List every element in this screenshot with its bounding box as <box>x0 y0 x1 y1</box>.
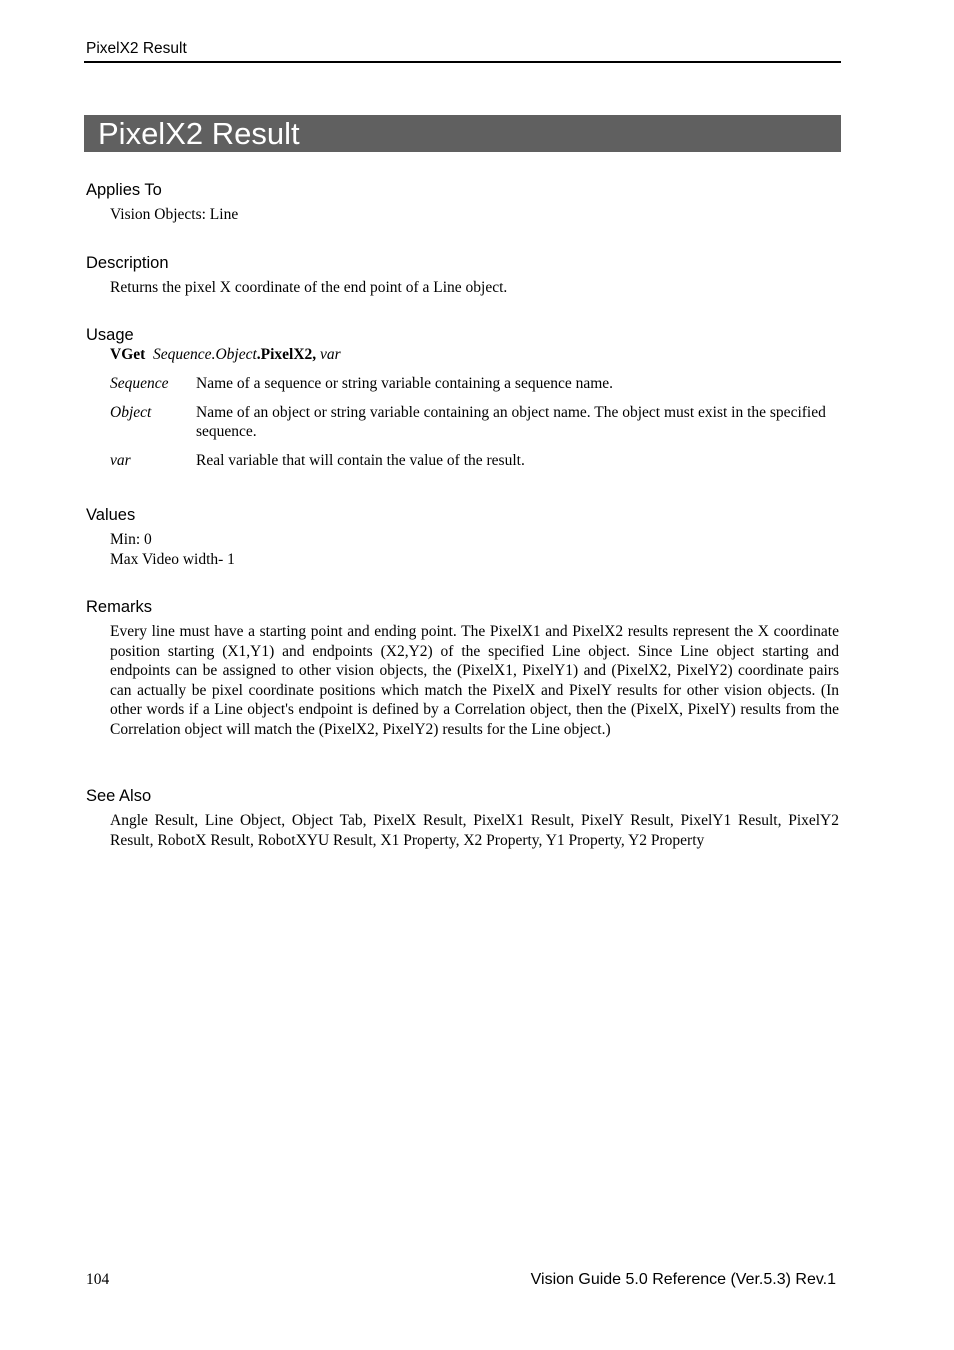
applies-to-heading: Applies To <box>86 181 162 199</box>
description-section <box>86 253 841 298</box>
syntax-arg: var <box>320 346 341 363</box>
parameter-name: Object <box>110 403 152 421</box>
parameter-description: Name of a sequence or string variable containing a sequence name. <box>196 374 614 392</box>
values-max: Max Video width- 1 <box>110 550 235 568</box>
running-header-title: PixelX2 Result <box>86 40 187 57</box>
page-number: 104 <box>86 1271 110 1288</box>
syntax-property: .PixelX2, <box>256 346 317 363</box>
usage-syntax <box>110 345 839 365</box>
parameter-row <box>110 374 839 394</box>
usage-heading: Usage <box>86 326 134 344</box>
parameter-description: Real variable that will contain the value of the result. <box>196 452 525 469</box>
see-also-section <box>86 786 841 850</box>
values-min: Min: 0 <box>110 531 152 548</box>
applies-to-section <box>86 180 841 225</box>
values-heading: Values <box>86 506 136 524</box>
usage-section <box>86 325 841 480</box>
page-title: PixelX2 Result <box>98 116 300 151</box>
applies-to-text: Vision Objects: Line <box>110 206 239 223</box>
footer-document-title: Vision Guide 5.0 Reference (Ver.5.3) Rev.1 <box>530 1271 836 1288</box>
remarks-text: Every line must have a starting point and ending point. The PixelX1 and PixelX2 results represent the X coordinate position starting (X1,Y1) and endpoints (X2,Y2) of the specified Line object. Since Line object starting and endpoints can be assigned to other vision objects, the (PixelX1, PixelY1) and (PixelX2, PixelY2) coordinate pairs can actually be pixel coordinate positions which match the PixelX and PixelY results for other vision objects. (In other words if a Line object's endpoint is defined by a Correlation object, then the (PixelX, PixelY) results from the Correlation object will match the (PixelX2, PixelY2) results for the Line object.) <box>110 623 839 738</box>
description-heading: Description <box>86 254 169 272</box>
parameter-row <box>110 403 839 442</box>
parameter-row <box>110 451 839 471</box>
remarks-heading: Remarks <box>86 598 153 616</box>
parameter-name: var <box>110 452 131 469</box>
description-text: Returns the pixel X coordinate of the end point of a Line object. <box>110 279 508 296</box>
syntax-target: Sequence.Object <box>153 346 257 363</box>
parameter-list <box>110 374 839 471</box>
see-also-text: Angle Result, Line Object, Object Tab, PixelX Result, PixelX1 Result, PixelY Result, PixelY1 Result, PixelY2 Result, RobotX Result, RobotXYU Result, X1 Property, X2 Property, Y1 Property, Y2 Property <box>110 812 839 849</box>
syntax-keyword: VGet <box>110 346 146 363</box>
values-section <box>86 505 841 569</box>
parameter-description: Name of an object or string variable containing an object name. The object must exist in the specified sequence. <box>196 403 826 440</box>
see-also-heading: See Also <box>86 787 152 805</box>
page-title-bar <box>84 115 841 152</box>
header-rule <box>84 61 841 63</box>
parameter-name: Sequence <box>110 374 169 392</box>
remarks-section <box>86 597 841 739</box>
